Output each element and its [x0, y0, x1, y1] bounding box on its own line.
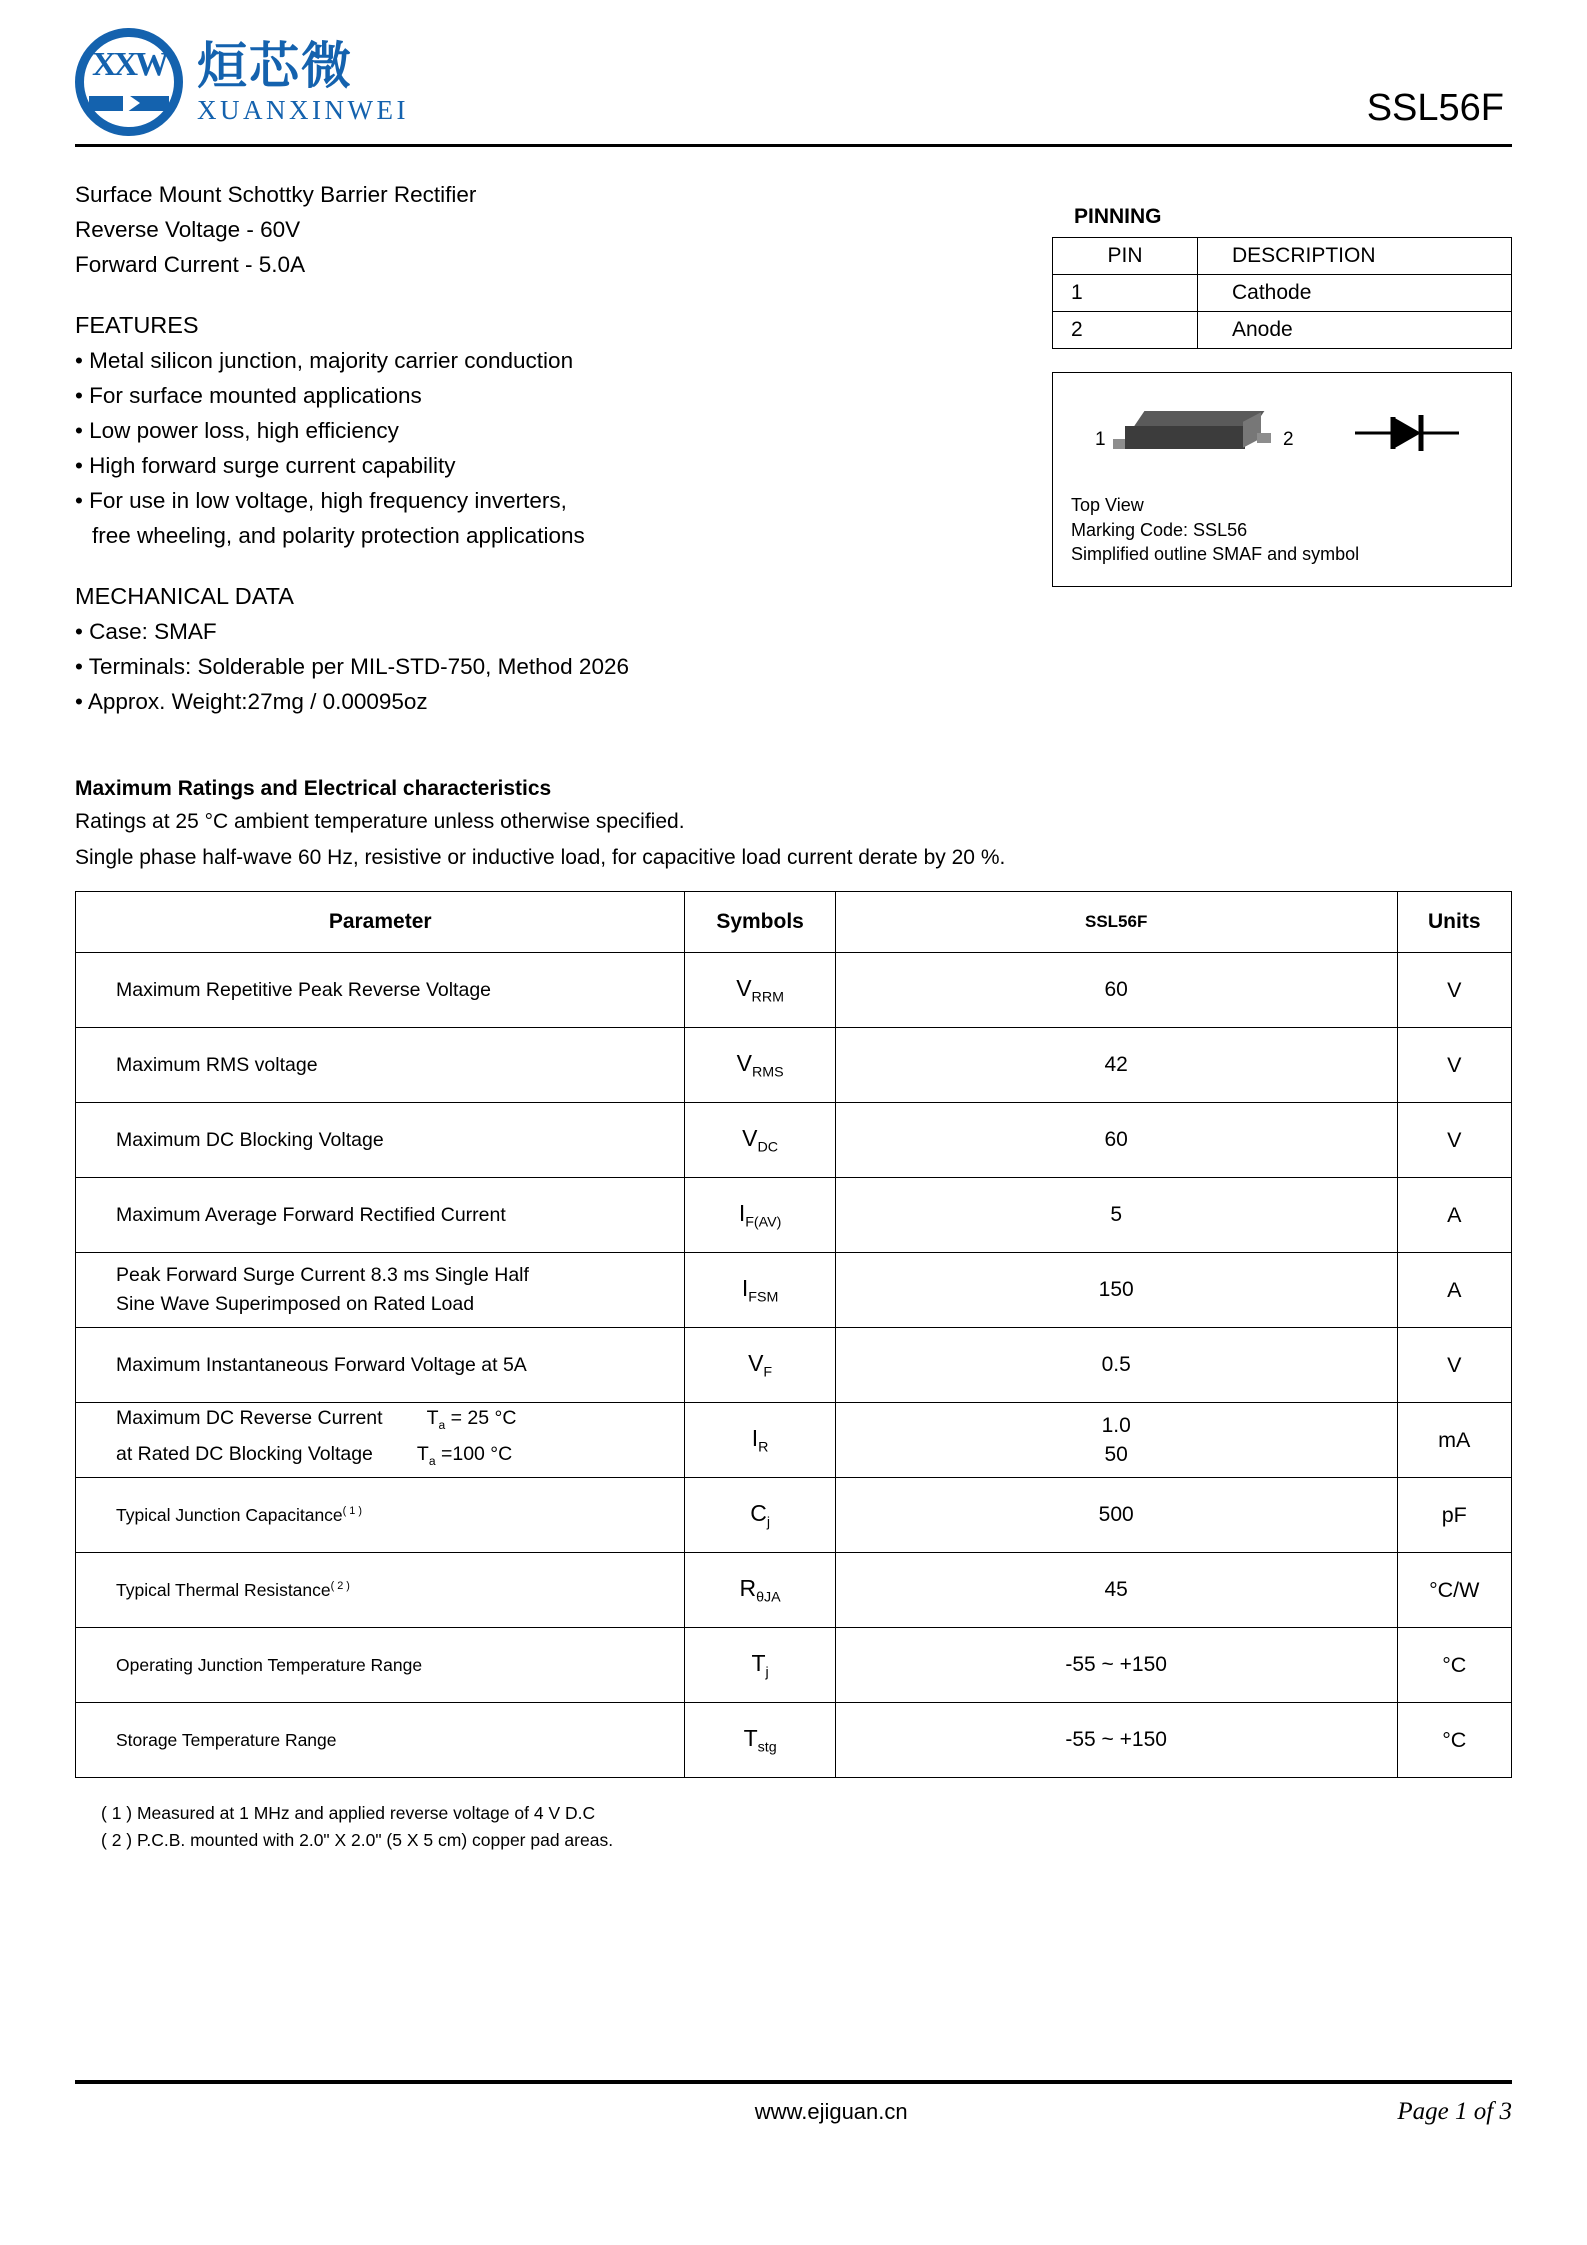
- left-column: [75, 177, 875, 719]
- mechanical-item: • Terminals: Solderable per MIL-STD-750, Method 2026: [75, 654, 629, 679]
- part-number: SSL56F: [1366, 87, 1504, 129]
- table-row: [76, 1028, 1512, 1103]
- logo-chinese-name: 烜芯微: [197, 36, 353, 95]
- spec-unit: V: [1397, 953, 1511, 1028]
- spec-header-row: [76, 892, 1512, 953]
- spec-parameter: Maximum DC Reverse Current $T_a = 25$ °C at Rated DC Blocking Voltage $T_a =100$ °C: [76, 1403, 685, 1478]
- table-row: [1053, 275, 1512, 312]
- logo-initials: XXW: [91, 46, 167, 83]
- table-row: [76, 1703, 1512, 1778]
- logo-bar-shape: [89, 96, 169, 111]
- table-row: [1053, 312, 1512, 349]
- spec-symbol: $R_{\theta JA}$: [685, 1553, 835, 1628]
- package-caption: [1071, 493, 1359, 567]
- table-row: [76, 1403, 1512, 1478]
- spec-header-units: Units: [1397, 892, 1511, 953]
- spec-symbol: $T_{stg}$: [685, 1703, 835, 1778]
- footer-website-url[interactable]: www.ejiguan.cn: [754, 2099, 908, 2124]
- right-column: [1052, 177, 1512, 719]
- intro-line-1: Surface Mount Schottky Barrier Rectifier: [75, 182, 477, 207]
- spec-symbol: $I_{FSM}$: [685, 1253, 835, 1328]
- pinning-header-pin: PIN: [1053, 238, 1198, 275]
- footnote-1: ( 1 ) Measured at 1 MHz and applied reverse voltage of 4 V D.C: [101, 1803, 596, 1823]
- feature-item: • Low power loss, high efficiency: [75, 418, 399, 443]
- table-row: [76, 1478, 1512, 1553]
- spec-header-device: SSL56F: [835, 892, 1397, 953]
- spec-unit: A: [1397, 1253, 1511, 1328]
- pinning-title: PINNING: [1074, 205, 1162, 228]
- page-footer: [75, 2098, 1512, 2126]
- intro-line-3: Forward Current - 5.0A: [75, 252, 306, 277]
- spec-parameter: Maximum RMS voltage: [76, 1028, 685, 1103]
- mechanical-item: • Approx. Weight:27mg / 0.00095oz: [75, 689, 428, 714]
- mechanical-title: MECHANICAL DATA: [75, 583, 294, 609]
- package-body-icon: [1125, 411, 1270, 449]
- spec-parameter: Maximum Repetitive Peak Reverse Voltage: [76, 953, 685, 1028]
- logo-wordmark: [197, 36, 409, 125]
- spec-parameter: Maximum Instantaneous Forward Voltage at 5A: [76, 1328, 685, 1403]
- spec-value: 5: [835, 1178, 1397, 1253]
- spec-unit: pF: [1397, 1478, 1511, 1553]
- pinning-cell-description: Anode: [1198, 312, 1512, 349]
- pinning-cell-pin: 2: [1053, 312, 1198, 349]
- spec-unit: V: [1397, 1328, 1511, 1403]
- spec-value: 500: [835, 1478, 1397, 1553]
- package-caption-line-2: Marking Code: SSL56: [1071, 519, 1248, 540]
- pinning-header-description: DESCRIPTION: [1198, 238, 1512, 275]
- logo-english-name: XUANXINWEI: [197, 94, 409, 125]
- spec-symbol: $V_{RRM}$: [685, 953, 835, 1028]
- diode-symbol-icon: [1353, 411, 1463, 460]
- spec-value: 60: [835, 1103, 1397, 1178]
- company-logo: [75, 28, 409, 136]
- package-caption-line-3: Simplified outline SMAF and symbol: [1071, 544, 1360, 564]
- spec-value: -55 ~ +150: [835, 1628, 1397, 1703]
- spec-header-parameter: Parameter: [76, 892, 685, 953]
- spec-symbol: $I_{F(AV)}$: [685, 1178, 835, 1253]
- spec-unit: °C: [1397, 1703, 1511, 1778]
- table-row: [76, 1628, 1512, 1703]
- features-title: FEATURES: [75, 312, 199, 338]
- feature-item: • For surface mounted applications: [75, 383, 422, 408]
- package-caption-line-1: Top View: [1071, 495, 1144, 515]
- footnotes: [75, 1800, 1512, 1854]
- spec-symbol: $C_j$: [685, 1478, 835, 1553]
- spec-unit: A: [1397, 1178, 1511, 1253]
- spec-parameter: Storage Temperature Range: [76, 1703, 685, 1778]
- package-pin-1-label: 1: [1095, 429, 1106, 450]
- package-drawing: [1053, 373, 1511, 481]
- spec-symbol: $V_{RMS}$: [685, 1028, 835, 1103]
- page-header: [0, 0, 1587, 136]
- spec-parameter: Typical Junction Capacitance$^{( 1 )}$: [76, 1478, 685, 1553]
- ratings-subtitle-2: Single phase half-wave 60 Hz, resistive or inductive load, for capacitive load current derate by 20 %.: [75, 846, 1006, 869]
- mechanical-item: • Case: SMAF: [75, 619, 217, 644]
- spec-value: 1.0 50: [835, 1403, 1397, 1478]
- spec-parameter: Maximum DC Blocking Voltage: [76, 1103, 685, 1178]
- pinning-table: [1052, 237, 1512, 349]
- spec-value: -55 ~ +150: [835, 1703, 1397, 1778]
- pinning-cell-pin: 1: [1053, 275, 1198, 312]
- footnote-2: ( 2 ) P.C.B. mounted with 2.0" X 2.0" (5 X 5 cm) copper pad areas.: [101, 1830, 614, 1850]
- spec-parameter: Operating Junction Temperature Range: [76, 1628, 685, 1703]
- header-divider: [75, 144, 1512, 147]
- feature-item: • High forward surge current capability: [75, 453, 456, 478]
- spec-unit: °C: [1397, 1628, 1511, 1703]
- intro-line-2: Reverse Voltage - 60V: [75, 217, 301, 242]
- pinning-header-row: [1053, 238, 1512, 275]
- feature-item: • Metal silicon junction, majority carrier conduction: [75, 348, 574, 373]
- spec-parameter: Maximum Average Forward Rectified Current: [76, 1178, 685, 1253]
- footer-divider: [75, 2080, 1512, 2084]
- top-section: [75, 177, 1512, 719]
- spec-symbol: $V_F$: [685, 1328, 835, 1403]
- spec-symbol: $V_{DC}$: [685, 1103, 835, 1178]
- table-row: [76, 1328, 1512, 1403]
- feature-item: • For use in low voltage, high frequency inverters,: [75, 488, 567, 513]
- spec-value: 45: [835, 1553, 1397, 1628]
- logo-mark-icon: [75, 28, 183, 136]
- feature-item: free wheeling, and polarity protection applications: [92, 523, 585, 548]
- spec-symbol: $T_j$: [685, 1628, 835, 1703]
- spec-value: 60: [835, 953, 1397, 1028]
- table-row: [76, 1103, 1512, 1178]
- table-row: [76, 1178, 1512, 1253]
- spec-unit: mA: [1397, 1403, 1511, 1478]
- spec-header-symbols: Symbols: [685, 892, 835, 953]
- spec-unit: V: [1397, 1103, 1511, 1178]
- spec-symbol: $I_R$: [685, 1403, 835, 1478]
- specifications-table: [75, 891, 1512, 1778]
- spec-unit: V: [1397, 1028, 1511, 1103]
- spec-parameter: Peak Forward Surge Current 8.3 ms Single Half Sine Wave Superimposed on Rated Load: [76, 1253, 685, 1328]
- package-outline-box: [1052, 372, 1512, 587]
- table-row: [76, 953, 1512, 1028]
- pinning-cell-description: Cathode: [1198, 275, 1512, 312]
- package-pin-2-label: 2: [1283, 429, 1294, 450]
- spec-value: 0.5: [835, 1328, 1397, 1403]
- table-row: [76, 1253, 1512, 1328]
- ratings-title: Maximum Ratings and Electrical characteristics: [75, 777, 552, 800]
- footer-page-number: Page 1 of 3: [1397, 2098, 1512, 2125]
- spec-value: 150: [835, 1253, 1397, 1328]
- spec-value: 42: [835, 1028, 1397, 1103]
- spec-parameter: Typical Thermal Resistance$^{( 2 )}$: [76, 1553, 685, 1628]
- spec-unit: °C/W: [1397, 1553, 1511, 1628]
- page-content: [0, 177, 1587, 1854]
- table-row: [76, 1553, 1512, 1628]
- ratings-subtitle-1: Ratings at 25 °C ambient temperature unless otherwise specified.: [75, 810, 685, 833]
